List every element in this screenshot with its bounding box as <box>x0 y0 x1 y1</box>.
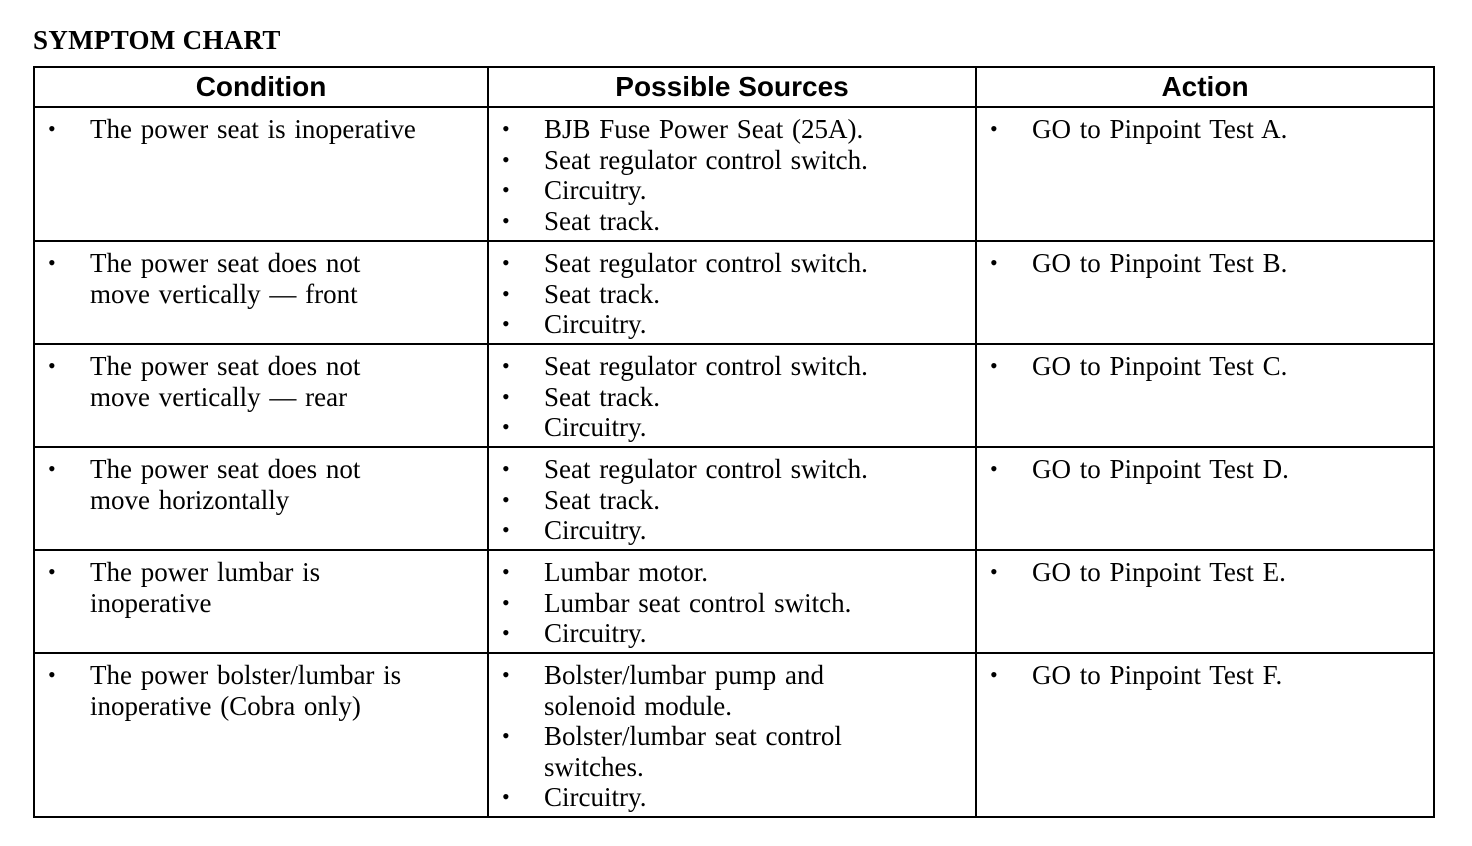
condition-cell <box>34 447 488 550</box>
bullet: • <box>502 589 510 615</box>
action-text: GO to Pinpoint Test D. <box>1032 454 1289 484</box>
list-item <box>489 588 975 619</box>
list-item <box>977 351 1433 382</box>
bullet: • <box>502 662 510 687</box>
bullet: • <box>990 250 998 275</box>
source-text: Circuitry. <box>544 175 647 205</box>
source-text: Seat regulator control switch. <box>544 144 868 175</box>
table-row <box>34 653 1434 817</box>
condition-column-header: Condition <box>34 67 488 107</box>
table-header-row <box>34 67 1434 107</box>
bullet: • <box>48 662 56 687</box>
source-text: Seat track. <box>544 381 660 412</box>
source-text: Seat regulator control switch. <box>544 248 868 278</box>
action-cell <box>976 653 1434 817</box>
bullet: • <box>502 456 510 481</box>
bullet: • <box>502 486 510 512</box>
possible-sources-column-header: Possible Sources <box>488 67 976 107</box>
bullet: • <box>502 620 510 645</box>
action-text: GO to Pinpoint Test B. <box>1032 248 1288 278</box>
page-title: SYMPTOM CHART <box>33 25 281 55</box>
list-item <box>977 557 1433 588</box>
action-text: GO to Pinpoint Test F. <box>1032 660 1283 690</box>
action-cell <box>976 550 1434 653</box>
list-item <box>489 206 975 237</box>
source-text: BJB Fuse Power Seat (25A). <box>544 114 864 144</box>
source-text: Circuitry. <box>544 515 647 545</box>
sources-cell <box>488 107 976 241</box>
source-text: Circuitry. <box>544 412 647 442</box>
source-text: Seat regulator control switch. <box>544 351 868 381</box>
list-item <box>489 454 975 485</box>
list-item <box>35 114 487 145</box>
sources-cell <box>488 241 976 344</box>
list-item <box>489 782 975 813</box>
sources-cell <box>488 344 976 447</box>
condition-text: The power seat does not move vertically — front <box>90 248 361 309</box>
action-cell <box>976 447 1434 550</box>
bullet: • <box>990 662 998 687</box>
condition-cell <box>34 344 488 447</box>
sources-cell <box>488 550 976 653</box>
bullet: • <box>48 116 56 141</box>
source-text: Circuitry. <box>544 618 647 648</box>
list-item <box>489 618 975 649</box>
list-item <box>977 114 1433 145</box>
table-row <box>34 344 1434 447</box>
list-item <box>35 660 487 721</box>
list-item <box>35 454 487 515</box>
condition-cell <box>34 550 488 653</box>
condition-text: The power bolster/lumbar is inoperative (Cobra only) <box>90 660 402 721</box>
condition-cell <box>34 653 488 817</box>
action-text: GO to Pinpoint Test A. <box>1032 114 1288 144</box>
bullet: • <box>502 177 510 202</box>
table-row <box>34 550 1434 653</box>
action-text: GO to Pinpoint Test E. <box>1032 557 1286 587</box>
condition-text: The power seat does not move horizontally <box>90 454 361 515</box>
bullet: • <box>502 250 510 275</box>
list-item <box>489 660 975 721</box>
condition-text: The power lumbar is inoperative <box>90 557 321 618</box>
action-cell <box>976 241 1434 344</box>
symptom-chart-table <box>33 66 1435 818</box>
source-text: Circuitry. <box>544 309 647 339</box>
list-item <box>35 351 487 412</box>
list-item <box>489 248 975 279</box>
bullet: • <box>48 456 56 481</box>
list-item <box>489 721 975 782</box>
list-item <box>489 175 975 206</box>
list-item <box>489 382 975 413</box>
condition-text: The power seat does not move vertically — rear <box>90 351 361 412</box>
action-cell <box>976 107 1434 241</box>
list-item <box>35 557 487 618</box>
bullet: • <box>502 207 510 233</box>
action-cell <box>976 344 1434 447</box>
sources-cell <box>488 447 976 550</box>
bullet: • <box>990 559 998 584</box>
list-item <box>489 145 975 176</box>
list-item <box>489 351 975 382</box>
condition-cell <box>34 107 488 241</box>
source-text: Seat track. <box>544 278 660 309</box>
bullet: • <box>502 116 510 141</box>
bullet: • <box>48 559 56 584</box>
source-text: Bolster/lumbar pump and solenoid module. <box>544 660 824 721</box>
bullet: • <box>502 723 510 748</box>
source-text: Seat regulator control switch. <box>544 454 868 484</box>
bullet: • <box>990 116 998 141</box>
list-item <box>489 309 975 340</box>
source-text: Lumbar motor. <box>544 557 708 587</box>
list-item <box>489 485 975 516</box>
bullet: • <box>502 311 510 336</box>
source-text: Lumbar seat control switch. <box>544 587 852 618</box>
list-item <box>977 454 1433 485</box>
list-item <box>977 248 1433 279</box>
bullet: • <box>990 456 998 481</box>
condition-cell <box>34 241 488 344</box>
table-row <box>34 107 1434 241</box>
source-text: Seat track. <box>544 484 660 515</box>
sources-cell <box>488 653 976 817</box>
table-row <box>34 241 1434 344</box>
list-item <box>977 660 1433 691</box>
bullet: • <box>48 353 56 378</box>
bullet: • <box>990 353 998 378</box>
bullet: • <box>502 559 510 584</box>
list-item <box>35 248 487 309</box>
list-item <box>489 412 975 443</box>
bullet: • <box>502 517 510 542</box>
list-item <box>489 114 975 145</box>
bullet: • <box>502 414 510 439</box>
bullet: • <box>502 383 510 409</box>
source-text: Seat track. <box>544 205 660 236</box>
bullet: • <box>502 353 510 378</box>
table-row <box>34 447 1434 550</box>
condition-text: The power seat is inoperative <box>90 114 416 144</box>
action-column-header: Action <box>976 67 1434 107</box>
bullet: • <box>502 784 510 809</box>
list-item <box>489 515 975 546</box>
source-text: Bolster/lumbar seat control switches. <box>544 721 842 782</box>
source-text: Circuitry. <box>544 782 647 812</box>
list-item <box>489 279 975 310</box>
action-text: GO to Pinpoint Test C. <box>1032 351 1288 381</box>
bullet: • <box>502 280 510 306</box>
bullet: • <box>48 250 56 275</box>
bullet: • <box>502 146 510 172</box>
list-item <box>489 557 975 588</box>
